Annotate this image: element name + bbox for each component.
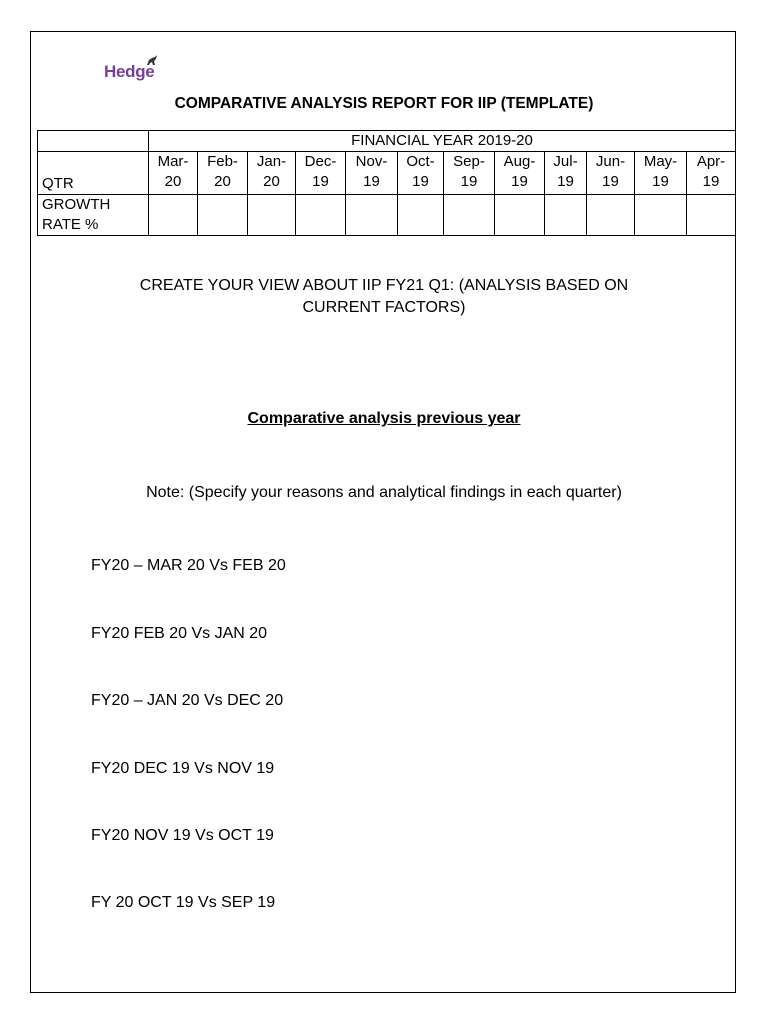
growth-value-cell[interactable] bbox=[198, 195, 248, 236]
growth-value-cell[interactable] bbox=[545, 195, 587, 236]
growth-value-cell[interactable] bbox=[248, 195, 296, 236]
month-cell: Sep- 19 bbox=[444, 152, 495, 195]
growth-table bbox=[37, 130, 736, 236]
logo-text: Hedge bbox=[104, 62, 155, 81]
growth-value-cell[interactable] bbox=[296, 195, 346, 236]
view-line-2: CURRENT FACTORS) bbox=[302, 299, 466, 316]
comparison-item: FY20 DEC 19 Vs NOV 19 bbox=[91, 760, 275, 777]
month-cell: Oct- 19 bbox=[398, 152, 444, 195]
comparison-item: FY 20 OCT 19 Vs SEP 19 bbox=[91, 894, 276, 911]
month-cell: Jan- 20 bbox=[248, 152, 296, 195]
month-cell: May- 19 bbox=[635, 152, 687, 195]
page-title: COMPARATIVE ANALYSIS REPORT FOR IIP (TEMPLATE) bbox=[174, 95, 594, 112]
view-instruction bbox=[0, 275, 768, 319]
growth-value-cell[interactable] bbox=[149, 195, 198, 236]
empty-corner-cell bbox=[38, 131, 149, 152]
table-header-row bbox=[38, 131, 736, 152]
month-cell: Feb- 20 bbox=[198, 152, 248, 195]
view-line-1: CREATE YOUR VIEW ABOUT IIP FY21 Q1: (ANALYSIS BASED ON bbox=[139, 277, 629, 294]
comparison-item: FY20 FEB 20 Vs JAN 20 bbox=[91, 625, 268, 642]
growth-rate-label: GROWTH RATE % bbox=[38, 195, 149, 236]
growth-value-cell[interactable] bbox=[346, 195, 398, 236]
growth-value-cell[interactable] bbox=[398, 195, 444, 236]
qtr-label: QTR bbox=[38, 152, 149, 195]
growth-value-cell[interactable] bbox=[444, 195, 495, 236]
month-cell: Apr- 19 bbox=[687, 152, 736, 195]
month-row bbox=[38, 152, 736, 195]
month-cell: Mar- 20 bbox=[149, 152, 198, 195]
month-cell: Jun- 19 bbox=[587, 152, 635, 195]
financial-year-header: FINANCIAL YEAR 2019-20 bbox=[149, 131, 736, 152]
growth-rate-row bbox=[38, 195, 736, 236]
note-text: Note: (Specify your reasons and analytical findings in each quarter) bbox=[146, 484, 622, 501]
month-cell: Jul- 19 bbox=[545, 152, 587, 195]
month-cell: Nov- 19 bbox=[346, 152, 398, 195]
bull-icon bbox=[145, 54, 159, 68]
growth-value-cell[interactable] bbox=[687, 195, 736, 236]
subheading-text: Comparative analysis previous year bbox=[247, 410, 521, 427]
comparison-item: FY20 – MAR 20 Vs FEB 20 bbox=[91, 557, 286, 574]
comparison-item: FY20 – JAN 20 Vs DEC 20 bbox=[91, 692, 284, 709]
comparison-item: FY20 NOV 19 Vs OCT 19 bbox=[91, 827, 274, 844]
growth-value-cell[interactable] bbox=[635, 195, 687, 236]
subheading bbox=[0, 410, 768, 428]
month-cell: Aug- 19 bbox=[495, 152, 545, 195]
growth-value-cell[interactable] bbox=[495, 195, 545, 236]
growth-value-cell[interactable] bbox=[587, 195, 635, 236]
month-cell: Dec- 19 bbox=[296, 152, 346, 195]
